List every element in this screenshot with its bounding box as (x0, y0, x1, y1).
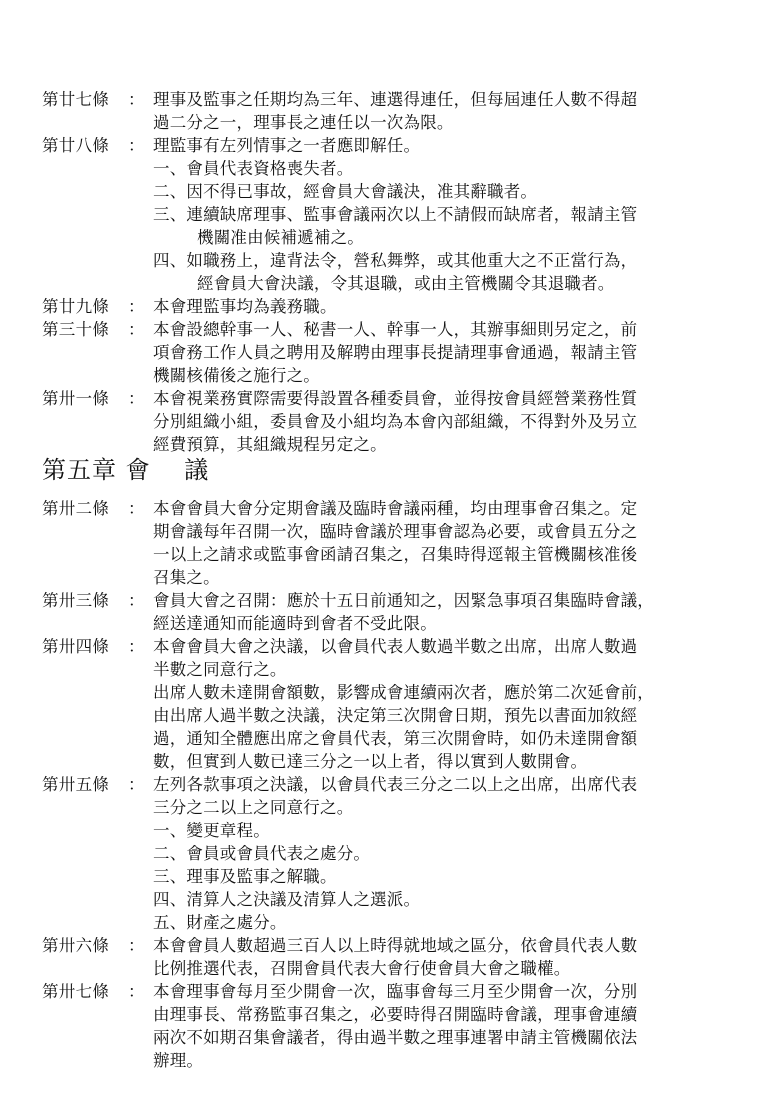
article-number: 第卅六條 (42, 936, 110, 955)
article-number: 第三十條 (42, 320, 110, 339)
article-text-line: 三、理事及監事之解職。 (153, 867, 337, 886)
article-colon: ： (128, 136, 145, 155)
article-text-line: 兩次不如期召集會議者，得由過半數之理事連署申請主管機關依法 (153, 1028, 638, 1047)
article-body (153, 497, 753, 589)
article-text-line: 二、會員或會員代表之處分。 (153, 844, 371, 863)
article-text-line: 一、變更章程。 (153, 821, 270, 840)
article-text-line: 三、連續缺席理事、監事會議兩次以上不請假而缺席者，報請主管 (153, 205, 638, 224)
article-colon: ： (128, 936, 145, 955)
article-number: 第卅三條 (42, 591, 110, 610)
article-body (153, 295, 753, 318)
article-text-line: 經費預算，其組織規程另定之。 (153, 435, 387, 454)
article-text-line: 會員大會之召開：應於十五日前通知之，因緊急事項召集臨時會議， (153, 591, 654, 610)
article-colon: ： (128, 389, 145, 408)
article-text-line: 期會議每年召開一次，臨時會議於理事會認為必要，或會員五分之 (153, 522, 638, 541)
article-text-line: 由出席人過半數之決議，決定第三次開會日期，預先以書面加敘經 (153, 706, 638, 725)
article-number: 第卅五條 (42, 775, 110, 794)
article-text-line: 五、財產之處分。 (153, 913, 287, 932)
article-number: 第卅七條 (42, 982, 110, 1001)
article-number: 第廿七條 (42, 90, 110, 109)
article-text-line: 本會理監事均為義務職。 (153, 297, 337, 316)
article-text-line: 一以上之請求或監事會函請召集之，召集時得逕報主管機關核准後 (153, 545, 638, 564)
article-text-line: 三分之二以上之同意行之。 (153, 798, 354, 817)
article-number: 第卅四條 (42, 637, 110, 656)
article-text-line: 本會會員人數超過三百人以上時得就地域之區分，依會員代表人數 (153, 936, 638, 955)
article-text-line: 本會設總幹事一人、秘書一人、幹事一人，其辦事細則另定之，前 (153, 320, 638, 339)
article-colon: ： (128, 90, 145, 109)
article-text-line: 四、如職務上，違背法令，營私舞弊，或其他重大之不正當行為， (153, 251, 638, 270)
article-text-line: 經送達通知而能適時到會者不受此限。 (153, 614, 437, 633)
article-colon: ： (128, 637, 145, 656)
article-text-line: 二、因不得已事故，經會員大會議決，准其辭職者。 (153, 182, 538, 201)
article-text-line: 數，但實到人數已達三分之一以上者，得以實到人數開會。 (153, 752, 588, 771)
article-colon: ： (128, 320, 145, 339)
article-text-line: 左列各款事項之決議，以會員代表三分之二以上之出席，出席代表 (153, 775, 638, 794)
article-colon: ： (128, 591, 145, 610)
article-body (153, 318, 753, 387)
article-colon: ： (128, 499, 145, 518)
article-colon: ： (128, 982, 145, 1001)
article-text-line: 由理事長、常務監事召集之，必要時得召開臨時會議，理事會連續 (153, 1005, 638, 1024)
article-text-line: 本會會員大會分定期會議及臨時會議兩種，均由理事會召集之。定 (153, 499, 638, 518)
article-number: 第卅一條 (42, 389, 110, 408)
article-body (153, 980, 753, 1072)
article-text-line: 本會理事會每月至少開會一次，臨事會每三月至少開會一次，分別 (153, 982, 638, 1001)
article-number: 第廿九條 (42, 297, 110, 316)
article-text-line: 機關核備後之施行之。 (153, 366, 320, 385)
article-text-line: 四、清算人之決議及清算人之選派。 (153, 890, 421, 909)
article-text-line: 分別組織小組，委員會及小組均為本會內部組織，不得對外及另立 (153, 412, 638, 431)
article-text-line: 召集之。 (153, 568, 220, 587)
article-colon: ： (128, 775, 145, 794)
article-text-line: 比例推選代表，召開會員代表大會行使會員大會之職權。 (153, 959, 571, 978)
article-body (153, 773, 753, 934)
article-text-line: 半數之同意行之。 (153, 660, 287, 679)
article-text-line: 一、會員代表資格喪失者。 (153, 159, 354, 178)
article-text-line: 本會視業務實際需要得設置各種委員會，並得按會員經營業務性質 (153, 389, 638, 408)
article-text-line: 理事及監事之任期均為三年、連選得連任，但每屆連任人數不得超 (153, 90, 638, 109)
article-text-line: 辦理。 (153, 1051, 204, 1070)
article-body (153, 635, 753, 773)
article-text-line: 項會務工作人員之聘用及解聘由理事長提請理事會通過，報請主管 (153, 343, 638, 362)
article-text-line: 理監事有左列情事之一者應即解任。 (153, 136, 421, 155)
article-text-line: 出席人數未達開會額數，影響成會連續兩次者，應於第二次延會前， (153, 683, 654, 702)
article-body (153, 589, 753, 635)
article-number: 第廿八條 (42, 136, 110, 155)
article-body (153, 934, 753, 980)
article-body (153, 88, 753, 134)
article-text-line: 本會會員大會之決議，以會員代表人數過半數之出席，出席人數過 (153, 637, 638, 656)
article-text-line: 過，通知全體應出席之會員代表，第三次開會時，如仍未達開會額 (153, 729, 638, 748)
chapter-heading: 第五章 會 議 (42, 456, 210, 484)
article-text-line: 過二分之一，理事長之連任以一次為限。 (153, 113, 454, 132)
article-number: 第卅二條 (42, 499, 110, 518)
article-text-line: 經會員大會決議，令其退職，或由主管機關令其退職者。 (197, 274, 615, 293)
article-body (153, 134, 753, 295)
article-text-line: 機關准由候補遞補之。 (197, 228, 364, 247)
article-body (153, 387, 753, 456)
article-colon: ： (128, 297, 145, 316)
